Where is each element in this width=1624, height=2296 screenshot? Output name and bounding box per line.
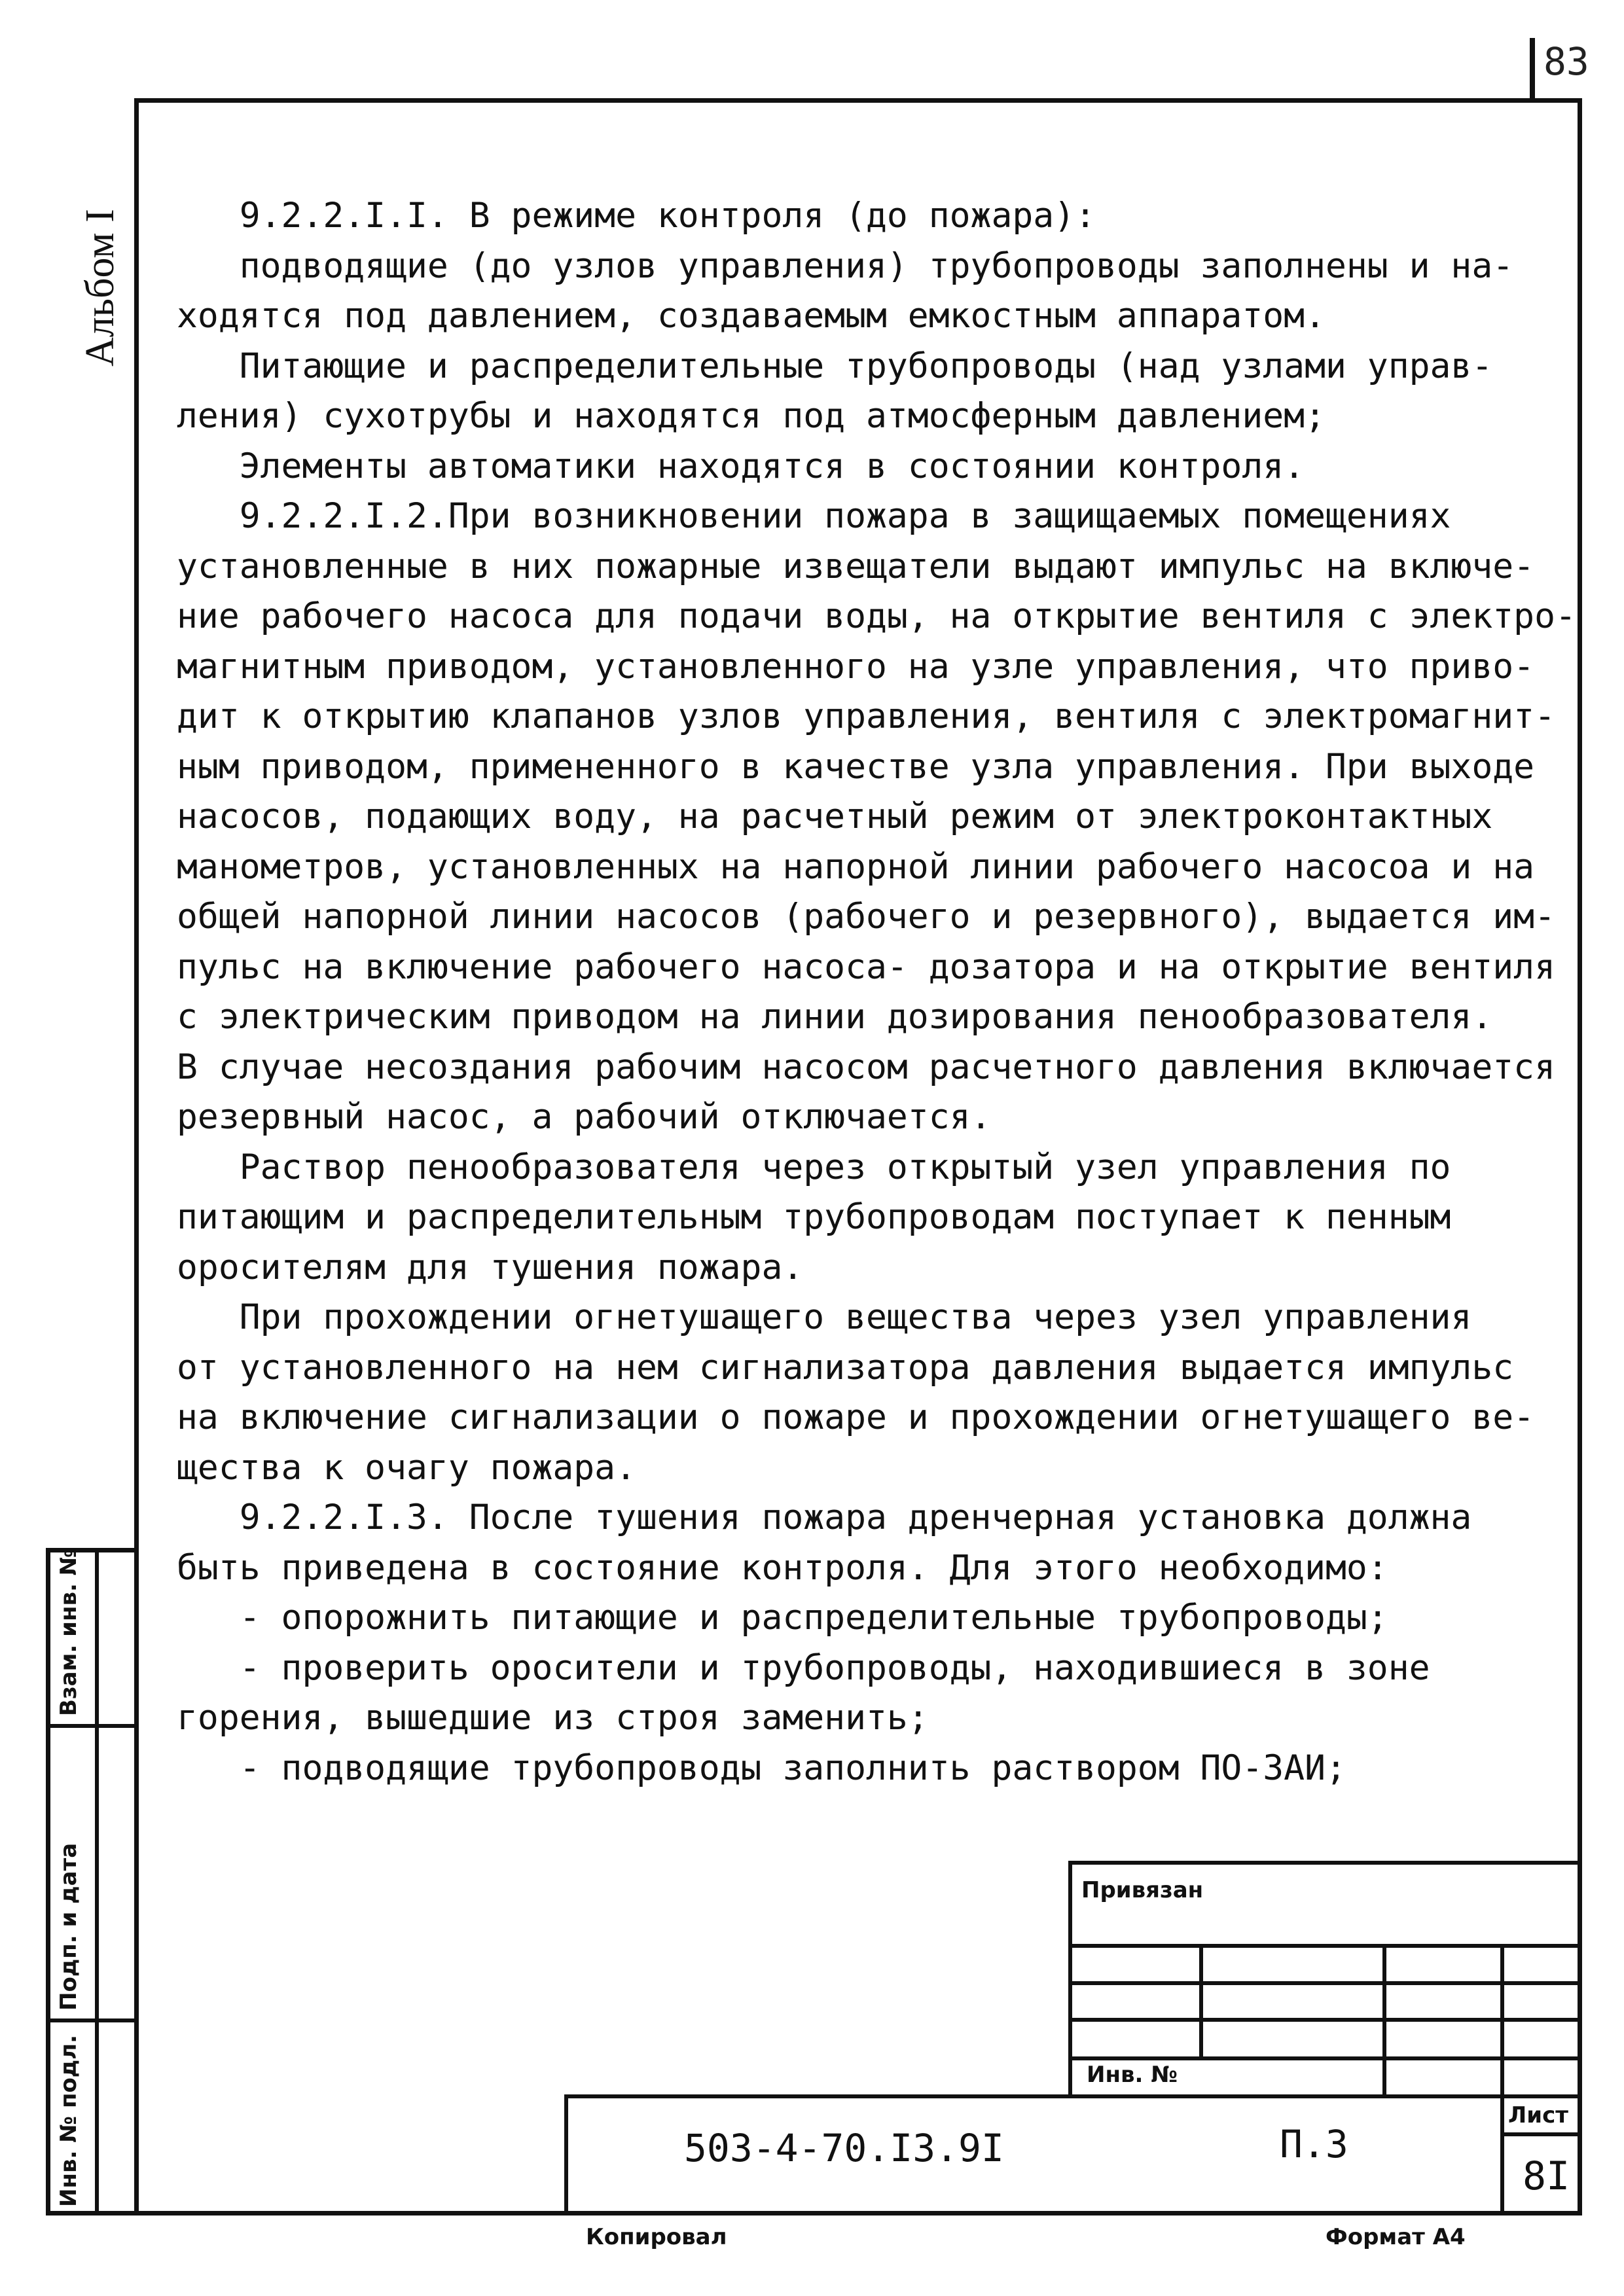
text-line: - проверить оросители и трубопроводы, находившиеся в зоне (177, 1647, 1430, 1688)
stamp-divider (50, 2018, 134, 2022)
text-line: горения, вышедшие из строя заменить; (177, 1698, 929, 1738)
title-block-line (1068, 2018, 1582, 2022)
text-line: оросителям для тушения пожара. (177, 1247, 804, 1287)
album-label: Альбом I (78, 209, 122, 367)
text-line: магнитным приводом, установленного на узле управления, что приво- (177, 646, 1535, 687)
document-code: 503-4-70.I3.9I (684, 2126, 1004, 2170)
text-line: ным приводом, примененного в качестве узла управления. При выходе (177, 746, 1535, 787)
approval-stamp-column (46, 1548, 139, 2215)
text-line: общей напорной линии насосов (рабочего и резервного), выдается им- (177, 897, 1555, 937)
title-block-line (564, 2094, 568, 2215)
text-line: подводящие (до узлов управления) трубопроводы заполнены и на- (177, 245, 1514, 286)
text-line: установленные в них пожарные извещатели выдают импульс на включе- (177, 546, 1535, 586)
text-line: При прохождении огнетушащего вещества через узел управления (177, 1297, 1472, 1337)
text-line: щества к очагу пожара. (177, 1447, 636, 1488)
stamp-original-inventory: Инв. № подл. (56, 2034, 82, 2207)
title-block-line (564, 2094, 1582, 2098)
text-line: с электрическим приводом на линии дозирования пенообразователя. (177, 997, 1493, 1037)
title-block-line (1068, 1944, 1582, 1948)
text-line: В случае несоздания рабочим насосом расчетного давления включается (177, 1047, 1555, 1087)
title-block-line (1500, 2132, 1582, 2136)
text-line: Питающие и распределительные трубопроводы (над узлами управ- (177, 346, 1493, 386)
title-block-line (1500, 2094, 1504, 2215)
text-line: - подводящие трубопроводы заполнить раствором ПО-ЗАИ; (177, 1748, 1346, 1788)
text-line: на включение сигнализации о пожаре и прохождении огнетушащего ве- (177, 1397, 1535, 1437)
text-line: Раствор пенообразователя через открытый узел управления по (177, 1147, 1451, 1187)
title-block-line (1199, 1944, 1203, 2057)
stamp-divider (95, 1552, 99, 2211)
text-line: питающим и распределительным трубопроводам поступает к пенным (177, 1197, 1451, 1237)
text-line: 9.2.2.I.2.При возникновении пожара в защищаемых помещениях (177, 496, 1451, 536)
text-line: 9.2.2.I.3. После тушения пожара дренчерная установка должна (177, 1498, 1472, 1537)
inventory-number-label: Инв. № (1087, 2062, 1178, 2088)
text-line: быть приведена в состояние контроля. Для этого необходимо: (177, 1547, 1388, 1588)
title-block-line (1068, 1981, 1582, 1985)
sheet-number: 8I (1523, 2153, 1570, 2199)
text-line: от установленного на нем сигнализатора давления выдается импульс (177, 1347, 1514, 1388)
sheet-label: Лист (1508, 2102, 1568, 2128)
frame-top-notch (1530, 38, 1535, 101)
copied-by-label: Копировал (586, 2224, 727, 2250)
document-body (177, 191, 1578, 1793)
text-line: пульс на включение рабочего насоса- дозатора и на открытие вентиля (177, 946, 1555, 987)
title-block-line (1382, 1944, 1386, 2098)
text-line: манометров, установленных на напорной линии рабочего насосоа и на (177, 846, 1535, 887)
text-line: насосов, подающих воду, на расчетный режим от электроконтактных (177, 797, 1493, 836)
text-line: - опорожнить питающие и распределительные трубопроводы; (177, 1598, 1388, 1638)
attached-label: Привязан (1081, 1877, 1204, 1903)
text-line: дит к открытию клапанов узлов управления, вентиля с электромагнит- (177, 696, 1555, 736)
section-number: П.3 (1280, 2122, 1348, 2166)
text-line: ние рабочего насоса для подачи воды, на открытие вентиля с электро- (177, 596, 1576, 636)
page-number: 83 (1543, 39, 1589, 84)
title-block-line (1068, 2056, 1582, 2060)
text-line: ходятся под давлением, создаваемым емкостным аппаратом. (177, 296, 1326, 336)
paper-format-label: Формат А4 (1326, 2224, 1466, 2250)
title-block-line (1500, 1944, 1504, 2098)
stamp-replacement-inventory: Взам. инв. № (56, 1549, 82, 1716)
text-line: Элементы автоматики находятся в состоянии контроля. (177, 446, 1305, 486)
text-line: резервный насос, а рабочий отключается. (177, 1097, 992, 1137)
title-block-line (1068, 1861, 1582, 1865)
stamp-signature-date: Подп. и дата (56, 1842, 82, 2011)
stamp-divider (50, 1724, 134, 1728)
title-block-line (1068, 1861, 1072, 2098)
text-line: 9.2.2.I.I. В режиме контроля (до пожара): (177, 196, 1096, 236)
text-line: ления) сухотрубы и находятся под атмосферным давлением; (177, 396, 1326, 436)
